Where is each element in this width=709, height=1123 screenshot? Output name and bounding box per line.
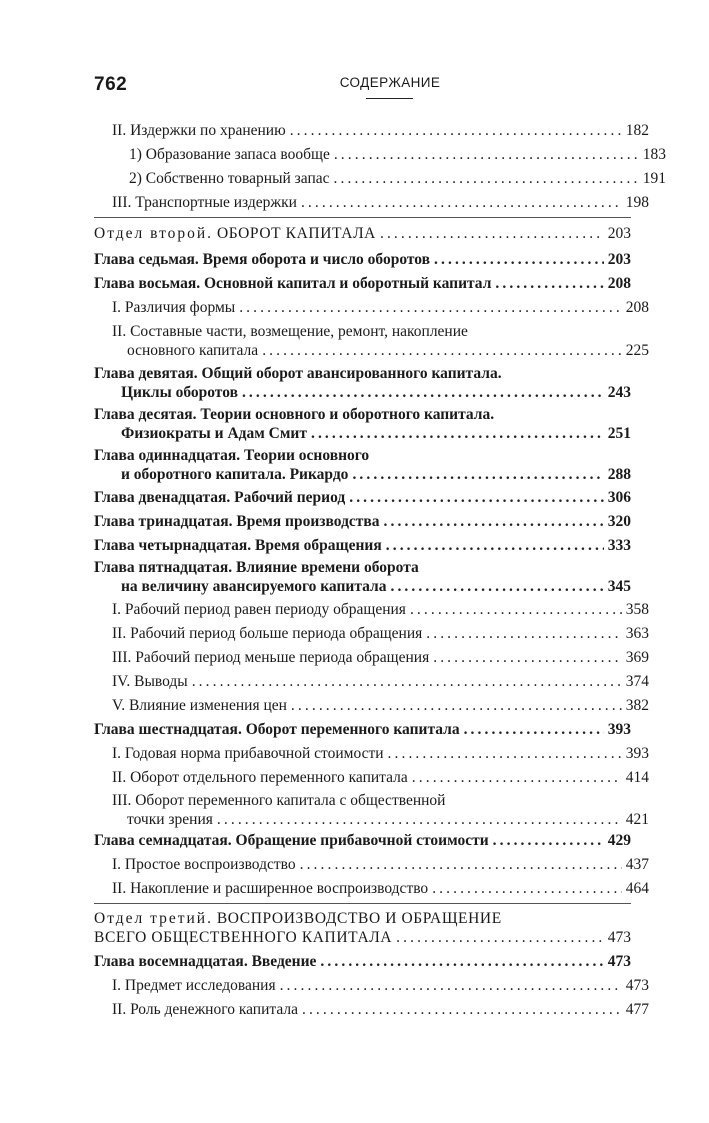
dot-leader [349,488,604,507]
toc-entry[interactable] [94,744,649,763]
dot-leader [493,831,604,850]
dot-leader [388,744,622,763]
dot-leader [334,145,639,164]
toc-entry-title: I. Различия формы [112,299,236,316]
toc-entry[interactable] [94,879,649,898]
toc-chapter-entry[interactable] [94,512,631,531]
toc-chapter-entry[interactable] [94,405,631,443]
dot-leader [390,577,603,596]
dot-leader [334,169,639,188]
toc-page-number: 345 [607,578,631,595]
toc-entry-title: III. Рабочий период меньше периода обращения [112,649,430,666]
toc-entry[interactable] [94,193,649,212]
toc-page-number: 225 [625,342,649,359]
toc-entry-title: 2) Собственно товарный запас [129,170,330,187]
toc-entry-title-line1: Глава десятая. Теории основного и оборотного капитала. [94,406,495,423]
toc-page-number: 198 [625,194,649,211]
toc-entry-title: основного капитала [127,342,259,359]
toc-entry-title: Глава восемнадцатая. Введение [94,953,317,970]
toc-entry[interactable] [94,791,649,829]
toc-entry[interactable] [94,855,649,874]
toc-page-number: 333 [607,537,631,554]
dot-leader [433,648,622,667]
toc-entry[interactable] [94,624,649,643]
dot-leader [426,624,622,643]
toc-page-number: 182 [625,122,649,139]
toc-chapter-entry[interactable] [94,558,631,596]
toc-page-number: 473 [607,953,631,970]
dot-leader [192,672,622,691]
toc-page-number: 191 [642,170,666,187]
toc-entry[interactable] [94,768,649,787]
toc-entry-title: ВСЕГО ОБЩЕСТВЕННОГО КАПИТАЛА [94,929,393,946]
toc-entry-title-line1: Глава девятая. Общий оборот авансированного капитала. [94,365,502,382]
toc-entry-title-line1: Глава пятнадцатая. Влияние времени оборота [94,559,419,576]
toc-entry-title: Глава седьмая. Время оборота и число оборотов [94,251,431,268]
toc-entry-title: IV. Выводы [112,673,188,690]
toc-page-number: 473 [625,977,649,994]
toc-chapter-entry[interactable] [94,536,631,555]
toc-page-number: 203 [607,251,631,268]
section-label: Отдел третий. [94,910,213,927]
dot-leader [301,193,622,212]
toc-entry-title: Глава восьмая. Основной капитал и оборотный капитал [94,275,492,292]
toc-page-number: 414 [625,769,649,786]
dot-leader [291,696,622,715]
toc-entry-title: Глава двенадцатая. Рабочий период [94,489,346,506]
toc-entry-title-line1: III. Оборот переменного капитала с общественной [112,792,446,809]
dot-leader [464,720,604,739]
running-head-rule [366,98,413,99]
toc-entry[interactable] [94,648,649,667]
toc-entry-title: на величину авансируемого капитала [121,578,387,595]
toc-chapter-entry[interactable] [94,720,631,739]
toc-page-number: 382 [625,697,649,714]
toc-page-number: 374 [625,673,649,690]
toc-entry-title: II. Накопление и расширенное воспроизводство [112,880,429,897]
toc-chapter-entry[interactable] [94,831,631,850]
dot-leader [495,274,603,293]
toc-entry[interactable] [94,169,666,188]
toc-chapter-entry[interactable] [94,250,631,269]
toc-page-number: 320 [607,513,631,530]
toc-entry-title: 1) Образование запаса вообще [129,146,330,163]
toc-entry[interactable] [94,672,649,691]
dot-leader [300,855,622,874]
dot-leader [412,768,622,787]
toc-page-number: 358 [625,601,649,618]
dot-leader [239,298,622,317]
toc-entry-title: I. Простое воспроизводство [112,856,296,873]
toc-page-number: 288 [607,466,631,483]
dot-leader [432,879,622,898]
toc-entry[interactable] [94,600,649,619]
toc-entry-title: V. Влияние изменения цен [112,697,287,714]
dot-leader [386,536,604,555]
toc-entry-title: и оборотного капитала. Рикардо [121,466,349,483]
toc-entry[interactable] [94,696,649,715]
toc-entry-title: I. Предмет исследования [112,977,276,994]
dot-leader [380,224,604,243]
toc-entry[interactable] [94,322,649,360]
dot-leader [396,928,604,947]
dot-leader [320,952,603,971]
dot-leader [434,250,604,269]
toc-entry-title: Циклы оборотов [121,384,238,401]
toc-page-number: 473 [607,929,631,946]
section-label: Отдел второй. [94,225,214,242]
toc-entry-title: II. Оборот отдельного переменного капитала [112,769,408,786]
page-number: 762 [94,74,128,95]
toc-page-number: 393 [625,745,649,762]
dot-leader [384,512,604,531]
toc-page-number: 421 [625,811,649,828]
dot-leader [262,341,622,360]
toc-entry[interactable] [94,976,649,995]
dot-leader [352,465,603,484]
toc-entry-title: Глава тринадцатая. Время производства [94,513,380,530]
toc-entry-title: Глава семнадцатая. Обращение прибавочной стоимости [94,832,489,849]
toc-page-number: 363 [625,625,649,642]
toc-chapter-entry[interactable] [94,488,631,507]
toc-entry[interactable] [94,1000,649,1019]
toc-page-number: 393 [607,721,631,738]
toc-chapter-entry[interactable] [94,274,631,293]
toc-entry-title-line1: II. Составные части, возмещение, ремонт, накопление [112,323,468,340]
dot-leader [280,976,622,995]
toc-page-number: 251 [607,425,631,442]
toc-entry-title: ОБОРОТ КАПИТАЛА [216,225,376,242]
toc-page-number: 429 [607,832,631,849]
toc-entry-title: I. Годовая норма прибавочной стоимости [112,745,384,762]
toc-chapter-entry[interactable] [94,364,631,402]
dot-leader [217,810,622,829]
toc-entry-title: Глава шестнадцатая. Оборот переменного капитала [94,721,460,738]
toc-page-number: 243 [607,384,631,401]
toc-section-entry[interactable] [94,909,631,947]
toc-entry[interactable] [94,121,649,140]
toc-page-number: 306 [607,489,631,506]
toc-page-number: 208 [607,275,631,292]
divider [94,217,631,218]
toc-page-number: 437 [625,856,649,873]
toc-entry-title: Глава четырнадцатая. Время обращения [94,537,382,554]
divider [94,903,631,904]
dot-leader [242,383,604,402]
dot-leader [311,424,604,443]
toc-entry-title: II. Рабочий период больше периода обращения [112,625,423,642]
dot-leader [410,600,622,619]
toc-entry[interactable] [94,145,666,164]
toc-entry-title: точки зрения [127,811,213,828]
toc-entry-title: I. Рабочий период равен периоду обращения [112,601,406,618]
toc-entry-title: III. Транспортные издержки [112,194,297,211]
toc-chapter-entry[interactable] [94,446,631,484]
toc-chapter-entry[interactable] [94,952,631,971]
dot-leader [302,1000,622,1019]
toc-entry-title-line1: Глава одиннадцатая. Теории основного [94,447,370,464]
toc-entry[interactable] [94,298,649,317]
toc-page-number: 464 [625,880,649,897]
toc-page-number: 369 [625,649,649,666]
toc-page-number: 477 [625,1001,649,1018]
toc-page-number: 208 [625,299,649,316]
toc-entry-title: II. Издержки по хранению [112,122,286,139]
toc-entry-title: II. Роль денежного капитала [112,1001,298,1018]
toc-entry-title: Физиократы и Адам Смит [121,425,307,442]
dot-leader [290,121,622,140]
toc-section-entry[interactable] [94,224,631,243]
running-head: СОДЕРЖАНИЕ [339,75,441,90]
toc-entry-title-line1: ВОСПРОИЗВОДСТВО И ОБРАЩЕНИЕ [216,910,502,927]
toc-page-number: 183 [642,146,666,163]
toc-page-number: 203 [607,225,631,242]
